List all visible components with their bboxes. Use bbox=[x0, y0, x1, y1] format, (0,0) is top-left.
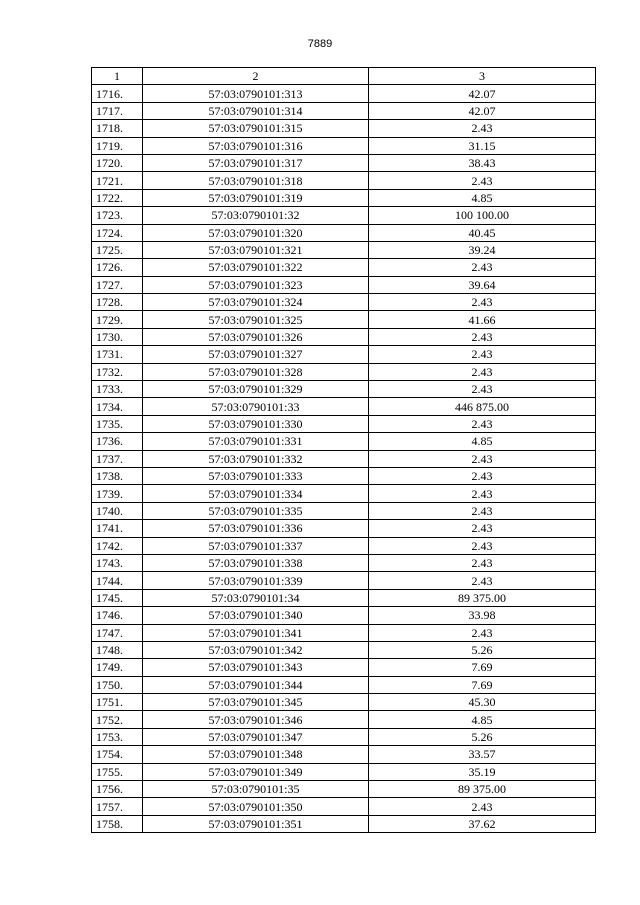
cadastral-number-cell: 57:03:0790101:316 bbox=[143, 137, 369, 154]
row-number-cell: 1738. bbox=[92, 467, 143, 484]
column-header-1: 1 bbox=[92, 68, 143, 85]
table-row bbox=[92, 763, 596, 780]
row-number-cell: 1719. bbox=[92, 137, 143, 154]
value-cell: 2.43 bbox=[369, 537, 596, 554]
value-cell: 42.07 bbox=[369, 102, 596, 119]
row-number-cell: 1722. bbox=[92, 189, 143, 206]
row-number-cell: 1758. bbox=[92, 815, 143, 832]
row-number-cell: 1720. bbox=[92, 154, 143, 171]
value-cell: 33.98 bbox=[369, 607, 596, 624]
row-number-cell: 1752. bbox=[92, 711, 143, 728]
value-cell: 39.64 bbox=[369, 276, 596, 293]
registry-table bbox=[91, 67, 596, 833]
cadastral-number-cell: 57:03:0790101:334 bbox=[143, 485, 369, 502]
value-cell: 38.43 bbox=[369, 154, 596, 171]
table-row bbox=[92, 346, 596, 363]
row-number-cell: 1754. bbox=[92, 746, 143, 763]
value-cell: 4.85 bbox=[369, 433, 596, 450]
table-row bbox=[92, 207, 596, 224]
row-number-cell: 1735. bbox=[92, 415, 143, 432]
value-cell: 39.24 bbox=[369, 241, 596, 258]
cadastral-number-cell: 57:03:0790101:321 bbox=[143, 241, 369, 258]
cadastral-number-cell: 57:03:0790101:315 bbox=[143, 120, 369, 137]
value-cell: 2.43 bbox=[369, 172, 596, 189]
value-cell: 45.30 bbox=[369, 694, 596, 711]
value-cell: 2.43 bbox=[369, 502, 596, 519]
cadastral-number-cell: 57:03:0790101:320 bbox=[143, 224, 369, 241]
table-row bbox=[92, 815, 596, 832]
value-cell: 4.85 bbox=[369, 189, 596, 206]
row-number-cell: 1745. bbox=[92, 589, 143, 606]
table-row bbox=[92, 467, 596, 484]
row-number-cell: 1716. bbox=[92, 85, 143, 102]
cadastral-number-cell: 57:03:0790101:317 bbox=[143, 154, 369, 171]
row-number-cell: 1748. bbox=[92, 641, 143, 658]
value-cell: 446 875.00 bbox=[369, 398, 596, 415]
row-number-cell: 1725. bbox=[92, 241, 143, 258]
row-number-cell: 1755. bbox=[92, 763, 143, 780]
cadastral-number-cell: 57:03:0790101:347 bbox=[143, 728, 369, 745]
value-cell: 2.43 bbox=[369, 120, 596, 137]
row-number-cell: 1727. bbox=[92, 276, 143, 293]
row-number-cell: 1729. bbox=[92, 311, 143, 328]
cadastral-number-cell: 57:03:0790101:323 bbox=[143, 276, 369, 293]
row-number-cell: 1732. bbox=[92, 363, 143, 380]
value-cell: 4.85 bbox=[369, 711, 596, 728]
row-number-cell: 1744. bbox=[92, 572, 143, 589]
cadastral-number-cell: 57:03:0790101:314 bbox=[143, 102, 369, 119]
table-row bbox=[92, 746, 596, 763]
value-cell: 2.43 bbox=[369, 363, 596, 380]
value-cell: 40.45 bbox=[369, 224, 596, 241]
value-cell: 2.43 bbox=[369, 467, 596, 484]
row-number-cell: 1728. bbox=[92, 294, 143, 311]
row-number-cell: 1721. bbox=[92, 172, 143, 189]
table-row bbox=[92, 502, 596, 519]
cadastral-number-cell: 57:03:0790101:331 bbox=[143, 433, 369, 450]
value-cell: 2.43 bbox=[369, 415, 596, 432]
row-number-cell: 1743. bbox=[92, 554, 143, 571]
row-number-cell: 1756. bbox=[92, 781, 143, 798]
cadastral-number-cell: 57:03:0790101:351 bbox=[143, 815, 369, 832]
cadastral-number-cell: 57:03:0790101:344 bbox=[143, 676, 369, 693]
table-row bbox=[92, 120, 596, 137]
cadastral-number-cell: 57:03:0790101:340 bbox=[143, 607, 369, 624]
table-row bbox=[92, 172, 596, 189]
value-cell: 100 100.00 bbox=[369, 207, 596, 224]
table-row bbox=[92, 259, 596, 276]
table-row bbox=[92, 572, 596, 589]
table-row bbox=[92, 154, 596, 171]
cadastral-number-cell: 57:03:0790101:346 bbox=[143, 711, 369, 728]
table-row bbox=[92, 381, 596, 398]
table-row bbox=[92, 415, 596, 432]
value-cell: 33.57 bbox=[369, 746, 596, 763]
value-cell: 31.15 bbox=[369, 137, 596, 154]
row-number-cell: 1733. bbox=[92, 381, 143, 398]
value-cell: 7.69 bbox=[369, 676, 596, 693]
row-number-cell: 1718. bbox=[92, 120, 143, 137]
row-number-cell: 1747. bbox=[92, 624, 143, 641]
cadastral-number-cell: 57:03:0790101:338 bbox=[143, 554, 369, 571]
value-cell: 35.19 bbox=[369, 763, 596, 780]
table-row bbox=[92, 85, 596, 102]
table-row bbox=[92, 189, 596, 206]
cadastral-number-cell: 57:03:0790101:324 bbox=[143, 294, 369, 311]
row-number-cell: 1734. bbox=[92, 398, 143, 415]
cadastral-number-cell: 57:03:0790101:337 bbox=[143, 537, 369, 554]
table-row bbox=[92, 328, 596, 345]
table-row bbox=[92, 294, 596, 311]
table-row bbox=[92, 641, 596, 658]
cadastral-number-cell: 57:03:0790101:341 bbox=[143, 624, 369, 641]
cadastral-number-cell: 57:03:0790101:348 bbox=[143, 746, 369, 763]
table-row bbox=[92, 624, 596, 641]
value-cell: 5.26 bbox=[369, 728, 596, 745]
value-cell: 89 375.00 bbox=[369, 781, 596, 798]
value-cell: 2.43 bbox=[369, 520, 596, 537]
table-header bbox=[92, 68, 596, 85]
table-row bbox=[92, 589, 596, 606]
table-row bbox=[92, 537, 596, 554]
cadastral-number-cell: 57:03:0790101:349 bbox=[143, 763, 369, 780]
row-number-cell: 1740. bbox=[92, 502, 143, 519]
value-cell: 41.66 bbox=[369, 311, 596, 328]
row-number-cell: 1736. bbox=[92, 433, 143, 450]
value-cell: 2.43 bbox=[369, 554, 596, 571]
row-number-cell: 1751. bbox=[92, 694, 143, 711]
value-cell: 7.69 bbox=[369, 659, 596, 676]
table-body bbox=[92, 85, 596, 833]
cadastral-number-cell: 57:03:0790101:342 bbox=[143, 641, 369, 658]
table-row bbox=[92, 798, 596, 815]
table-row bbox=[92, 398, 596, 415]
header-row bbox=[92, 68, 596, 85]
table-row bbox=[92, 450, 596, 467]
cadastral-number-cell: 57:03:0790101:34 bbox=[143, 589, 369, 606]
row-number-cell: 1741. bbox=[92, 520, 143, 537]
row-number-cell: 1750. bbox=[92, 676, 143, 693]
cadastral-number-cell: 57:03:0790101:335 bbox=[143, 502, 369, 519]
table-row bbox=[92, 276, 596, 293]
page-number: 7889 bbox=[307, 38, 333, 50]
cadastral-number-cell: 57:03:0790101:328 bbox=[143, 363, 369, 380]
value-cell: 5.26 bbox=[369, 641, 596, 658]
cadastral-number-cell: 57:03:0790101:339 bbox=[143, 572, 369, 589]
cadastral-number-cell: 57:03:0790101:336 bbox=[143, 520, 369, 537]
table-row bbox=[92, 711, 596, 728]
table-row bbox=[92, 781, 596, 798]
value-cell: 89 375.00 bbox=[369, 589, 596, 606]
table-row bbox=[92, 676, 596, 693]
value-cell: 42.07 bbox=[369, 85, 596, 102]
row-number-cell: 1739. bbox=[92, 485, 143, 502]
row-number-cell: 1742. bbox=[92, 537, 143, 554]
value-cell: 2.43 bbox=[369, 485, 596, 502]
cadastral-number-cell: 57:03:0790101:343 bbox=[143, 659, 369, 676]
row-number-cell: 1717. bbox=[92, 102, 143, 119]
table-row bbox=[92, 224, 596, 241]
table-row bbox=[92, 311, 596, 328]
table-row bbox=[92, 659, 596, 676]
row-number-cell: 1746. bbox=[92, 607, 143, 624]
value-cell: 2.43 bbox=[369, 346, 596, 363]
value-cell: 2.43 bbox=[369, 259, 596, 276]
cadastral-number-cell: 57:03:0790101:32 bbox=[143, 207, 369, 224]
value-cell: 2.43 bbox=[369, 450, 596, 467]
value-cell: 37.62 bbox=[369, 815, 596, 832]
value-cell: 2.43 bbox=[369, 798, 596, 815]
cadastral-number-cell: 57:03:0790101:322 bbox=[143, 259, 369, 276]
cadastral-number-cell: 57:03:0790101:327 bbox=[143, 346, 369, 363]
value-cell: 2.43 bbox=[369, 572, 596, 589]
cadastral-number-cell: 57:03:0790101:330 bbox=[143, 415, 369, 432]
table-row bbox=[92, 728, 596, 745]
table-row bbox=[92, 485, 596, 502]
value-cell: 2.43 bbox=[369, 328, 596, 345]
table-row bbox=[92, 520, 596, 537]
table-row bbox=[92, 554, 596, 571]
cadastral-number-cell: 57:03:0790101:332 bbox=[143, 450, 369, 467]
value-cell: 2.43 bbox=[369, 294, 596, 311]
row-number-cell: 1757. bbox=[92, 798, 143, 815]
column-header-2: 2 bbox=[143, 68, 369, 85]
row-number-cell: 1724. bbox=[92, 224, 143, 241]
cadastral-number-cell: 57:03:0790101:35 bbox=[143, 781, 369, 798]
table-row bbox=[92, 241, 596, 258]
cadastral-number-cell: 57:03:0790101:326 bbox=[143, 328, 369, 345]
row-number-cell: 1726. bbox=[92, 259, 143, 276]
cadastral-number-cell: 57:03:0790101:345 bbox=[143, 694, 369, 711]
cadastral-number-cell: 57:03:0790101:325 bbox=[143, 311, 369, 328]
table-row bbox=[92, 137, 596, 154]
row-number-cell: 1737. bbox=[92, 450, 143, 467]
value-cell: 2.43 bbox=[369, 381, 596, 398]
cadastral-number-cell: 57:03:0790101:319 bbox=[143, 189, 369, 206]
cadastral-number-cell: 57:03:0790101:333 bbox=[143, 467, 369, 484]
table-row bbox=[92, 363, 596, 380]
value-cell: 2.43 bbox=[369, 624, 596, 641]
table-row bbox=[92, 607, 596, 624]
row-number-cell: 1753. bbox=[92, 728, 143, 745]
cadastral-number-cell: 57:03:0790101:318 bbox=[143, 172, 369, 189]
cadastral-number-cell: 57:03:0790101:329 bbox=[143, 381, 369, 398]
row-number-cell: 1749. bbox=[92, 659, 143, 676]
row-number-cell: 1730. bbox=[92, 328, 143, 345]
cadastral-number-cell: 57:03:0790101:350 bbox=[143, 798, 369, 815]
table-row bbox=[92, 433, 596, 450]
cadastral-number-cell: 57:03:0790101:33 bbox=[143, 398, 369, 415]
cadastral-number-cell: 57:03:0790101:313 bbox=[143, 85, 369, 102]
row-number-cell: 1731. bbox=[92, 346, 143, 363]
table-row bbox=[92, 694, 596, 711]
table-row bbox=[92, 102, 596, 119]
column-header-3: 3 bbox=[369, 68, 596, 85]
row-number-cell: 1723. bbox=[92, 207, 143, 224]
